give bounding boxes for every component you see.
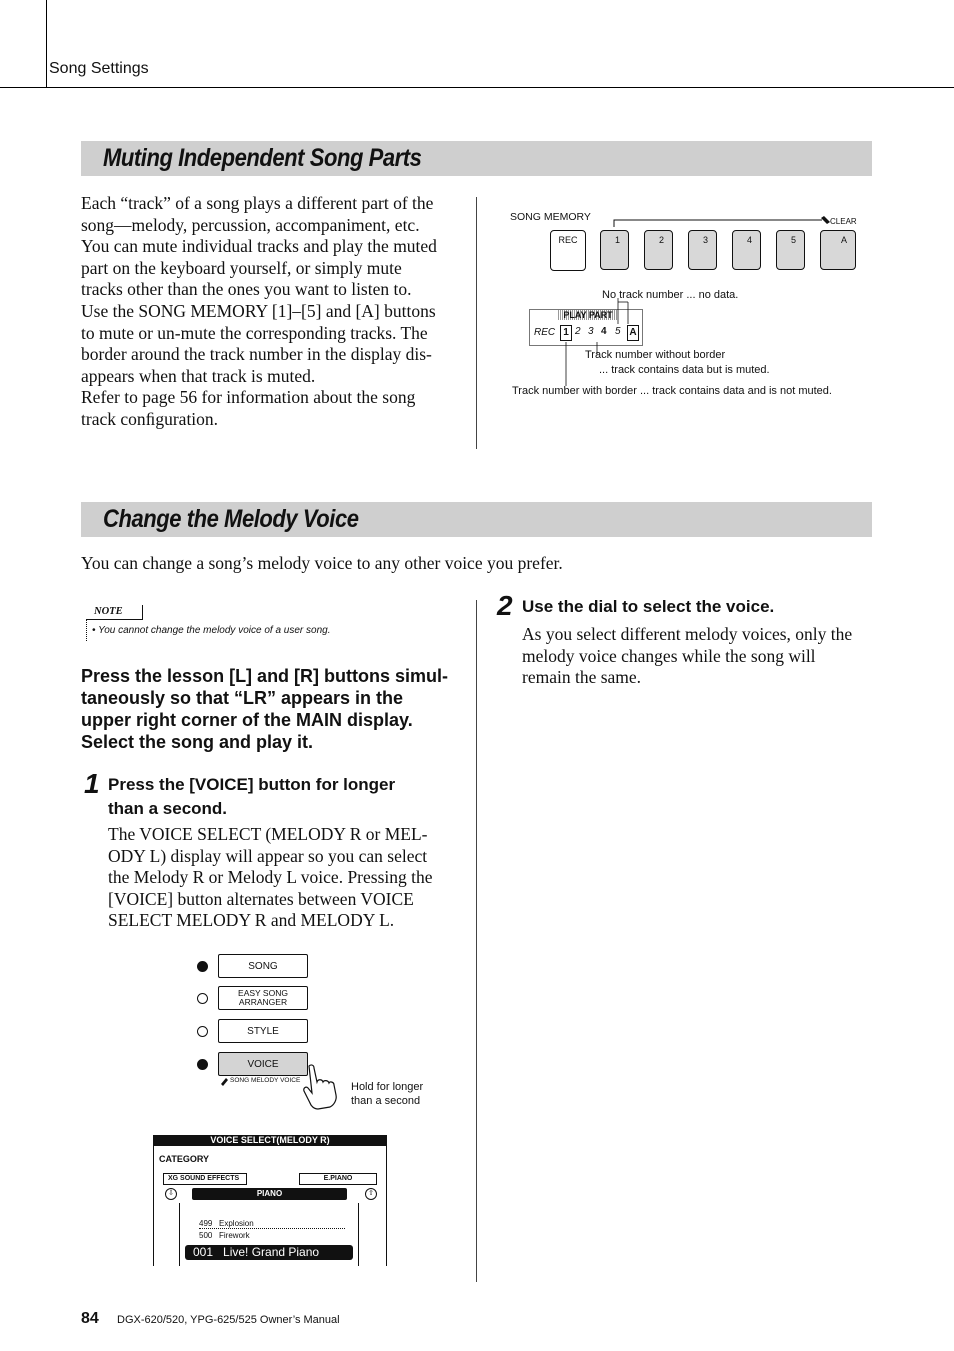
- lcd-category-label: CATEGORY: [159, 1154, 210, 1164]
- voice-button[interactable]: VOICE: [218, 1052, 308, 1076]
- body-line: You can mute individual tracks and play the muted: [81, 236, 437, 257]
- lcd-title: VOICE SELECT(MELODY R): [153, 1135, 387, 1146]
- lcd-category-prev: XG SOUND EFFECTS: [163, 1173, 247, 1185]
- display-rec-label: REC: [534, 327, 556, 338]
- display-track-1: 1: [560, 325, 572, 341]
- step-2-title: Use the dial to select the voice.: [522, 597, 775, 616]
- step-title-line: Press the [VOICE] button for longer: [108, 775, 396, 794]
- header-horizontal-rule: [0, 87, 954, 88]
- song-memory-track-4-button[interactable]: 4: [732, 230, 761, 270]
- category-down-icon: ⇩: [165, 1188, 177, 1200]
- song-memory-rec-button[interactable]: REC: [550, 230, 586, 271]
- section-title: Muting Independent Song Parts: [103, 144, 422, 172]
- section-title: Change the Melody Voice: [103, 505, 359, 533]
- section-banner-muting: [81, 141, 872, 176]
- body-line: As you select different melody voices, only the: [522, 624, 853, 644]
- lcd-voice-row: 499 Explosion: [199, 1219, 345, 1229]
- body-line: track conﬁguration.: [81, 408, 219, 429]
- section2-intro: You can change a song’s melody voice to any other voice you prefer.: [81, 553, 563, 573]
- body-line: SELECT MELODY R and MELODY L.: [108, 910, 395, 931]
- page-number: 84: [81, 1310, 99, 1327]
- song-led: [197, 961, 208, 972]
- hold-line: Hold for longer: [351, 1081, 424, 1093]
- body-line: border around the track number in the display dis-: [81, 344, 432, 365]
- hand-pointer-icon: [297, 1062, 345, 1110]
- lead-line: Select the song and play it.: [81, 732, 314, 752]
- body-line: Use the SONG MEMORY [1]–[5] and [A] buttons: [81, 300, 436, 321]
- clear-label: CLEAR: [830, 217, 857, 226]
- voice-select-display: [153, 1135, 387, 1266]
- body-line: the Melody R or Melody L voice. Pressing the: [108, 867, 433, 888]
- body-line: to mute or un-mute the corresponding tracks. The: [81, 322, 428, 343]
- body-line: appears when that track is muted.: [81, 365, 316, 386]
- lead-instruction: [81, 665, 448, 753]
- lcd-category-next: E.PIANO: [299, 1173, 377, 1185]
- body-line: Refer to page 56 for information about the song: [81, 387, 416, 408]
- manual-title: DGX-620/520, YPG-625/525 Owner’s Manual: [117, 1314, 340, 1326]
- hold-caption: [351, 1080, 423, 1108]
- lead-line: Press the lesson [L] and [R] buttons simul-: [81, 666, 449, 686]
- column-divider: [476, 197, 477, 449]
- header-vertical-rule: [46, 0, 47, 88]
- callout-without-border-1: Track number without border: [585, 349, 726, 361]
- style-led: [197, 1026, 208, 1037]
- column-divider: [476, 600, 477, 1282]
- section1-body: [81, 193, 471, 431]
- body-line: ODY L) display will appear so you can select: [108, 845, 428, 866]
- lead-line: taneously so that “LR” appears in the: [81, 688, 404, 708]
- callout-without-border-2: ... track contains data but is muted.: [599, 364, 770, 376]
- callout-leader-lines: [560, 296, 640, 396]
- step-1-title: [108, 773, 395, 821]
- body-line: tracks other than the ones you want to listen to.: [81, 279, 412, 300]
- song-memory-track-1-button[interactable]: 1: [600, 230, 629, 270]
- song-memory-bracket: [600, 212, 860, 232]
- category-up-icon: ⇧: [365, 1188, 377, 1200]
- callout-no-track: No track number ... no data.: [602, 289, 739, 301]
- lcd-selected-voice: 001 Live! Grand Piano: [185, 1245, 353, 1260]
- step-1-body: [108, 824, 433, 932]
- display-track-3: 3: [588, 326, 594, 337]
- body-line: remain the same.: [522, 667, 642, 688]
- song-melody-voice-label: SONG MELODY VOICE: [230, 1077, 301, 1084]
- body-line: Each “track” of a song plays a different part of the: [81, 193, 434, 213]
- display-track-2: 2: [575, 326, 581, 337]
- running-header: Song Settings: [49, 60, 149, 77]
- step-2-body: [522, 624, 852, 689]
- display-track-a: A: [627, 325, 639, 341]
- step-title-line: than a second.: [108, 799, 228, 818]
- song-memory-track-a-button[interactable]: A: [820, 230, 856, 270]
- easy-song-arranger-led: [197, 993, 208, 1004]
- style-button[interactable]: STYLE: [218, 1019, 308, 1043]
- body-line: melody voice changes while the song will: [522, 645, 816, 666]
- song-memory-label: SONG MEMORY: [510, 211, 591, 223]
- body-line: song—melody, percussion, accompaniment, etc.: [81, 214, 420, 235]
- note-label: NOTE: [94, 606, 123, 617]
- voice-led: [197, 1059, 208, 1070]
- song-memory-track-3-button[interactable]: 3: [688, 230, 717, 270]
- play-part-title: PLAY PART: [558, 310, 618, 320]
- lcd-category-current: PIANO: [192, 1188, 347, 1200]
- step-2-number: 2: [497, 590, 513, 621]
- easy-song-arranger-button[interactable]: EASY SONG ARRANGER: [218, 986, 308, 1010]
- display-track-5: 5: [615, 326, 621, 337]
- note-text: • You cannot change the melody voice of a user song.: [92, 625, 331, 636]
- song-memory-track-5-button[interactable]: 5: [776, 230, 805, 270]
- display-track-4: 4: [601, 326, 607, 337]
- note-rule: [86, 619, 88, 641]
- song-button[interactable]: SONG: [218, 954, 308, 978]
- section-banner-melody-voice: [81, 502, 872, 537]
- body-line: part on the keyboard yourself, or simply mute: [81, 257, 402, 278]
- body-line: [VOICE] button alternates between VOICE: [108, 888, 414, 909]
- note-box: [86, 605, 143, 620]
- step-1-number: 1: [84, 768, 100, 799]
- hold-line: than a second: [351, 1095, 421, 1107]
- body-line: The VOICE SELECT (MELODY R or MEL-: [108, 824, 428, 844]
- song-memory-track-2-button[interactable]: 2: [644, 230, 673, 270]
- lead-line: upper right corner of the MAIN display.: [81, 710, 413, 730]
- pencil-icon: [220, 1076, 230, 1086]
- callout-with-border: Track number with border ... track contains data and is not muted.: [512, 385, 832, 397]
- lcd-voice-row: 500 Firework: [199, 1231, 250, 1240]
